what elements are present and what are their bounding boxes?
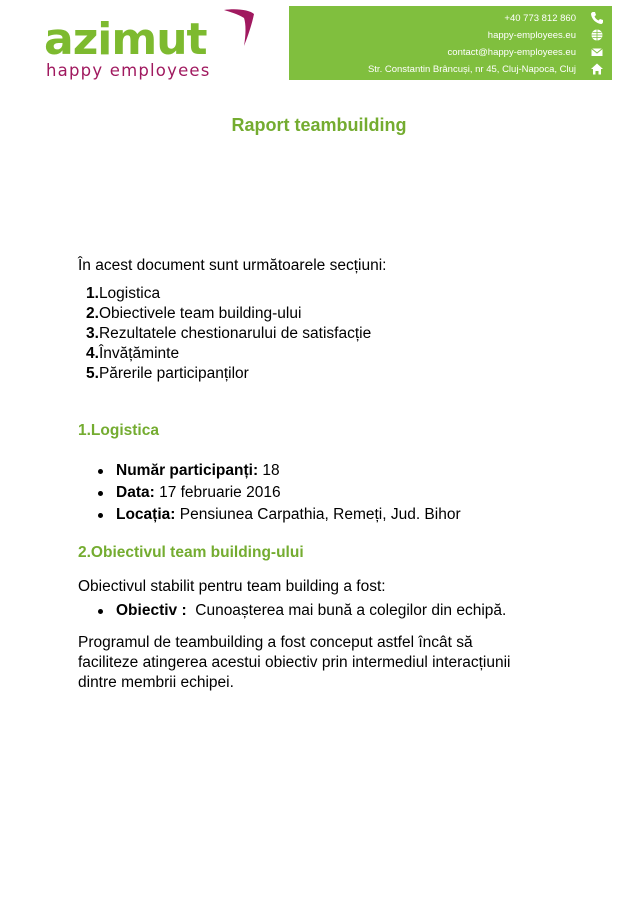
logo-swoosh-icon [222, 6, 256, 48]
paragraph-line: dintre membrii echipei. [78, 674, 234, 691]
list-item [98, 460, 461, 482]
toc-number: 5. [86, 365, 99, 382]
section-2-intro: Obiectivul stabilit pentru team building a fost: [78, 578, 386, 595]
toc-label: Învățăminte [98, 345, 180, 362]
contact-address-row [368, 61, 604, 77]
toc-label: Părerile participanților [98, 365, 249, 382]
section-2-heading: 2.Obiectivul team building-ului [78, 544, 304, 561]
contact-email[interactable]: contact@happy-employees.eu [447, 46, 576, 58]
contact-email-row [448, 44, 604, 60]
item-label: Număr participanți: [116, 462, 259, 479]
document-title: Raport teambuilding [231, 115, 407, 135]
toc-item [86, 324, 371, 344]
paragraph-line: faciliteze atingerea acestui obiectiv prin intermediul interacțiunii [78, 654, 511, 671]
toc-label: Obiectivele team building-ului [98, 305, 302, 322]
section-1-heading: 1.Logistica [78, 422, 159, 439]
contact-phone-row [504, 10, 604, 26]
logistics-list [98, 460, 461, 526]
toc-item [86, 284, 371, 304]
globe-icon [590, 28, 604, 42]
contact-website[interactable]: happy-employees.eu [487, 29, 576, 41]
toc-number: 3. [86, 325, 99, 342]
list-item [98, 504, 461, 526]
toc-label: Rezultatele chestionarului de satisfacție [98, 325, 372, 342]
toc-item [86, 364, 371, 384]
item-value: Pensiunea Carpathia, Remeți, Jud. Bihor [175, 506, 461, 523]
list-item [98, 482, 461, 504]
intro-text: În acest document sunt următoarele secțiuni: [78, 257, 387, 274]
objective-value: Cunoașterea mai bună a colegilor din echipă. [186, 602, 507, 619]
toc-item [86, 304, 371, 324]
objective-list [98, 600, 506, 622]
home-icon [590, 62, 604, 76]
toc-label: Logistica [98, 285, 161, 302]
mail-icon [590, 45, 604, 59]
toc-number: 2. [86, 305, 99, 322]
item-label: Data: [116, 484, 155, 501]
toc-item [86, 344, 371, 364]
table-of-contents [86, 284, 371, 384]
contact-address: Str. Constantin Brâncuși, nr 45, Cluj-Napoca, Cluj [367, 63, 576, 75]
objective-label: Obiectiv : [116, 602, 187, 619]
item-label: Locația: [116, 506, 176, 523]
paragraph-line: Programul de teambuilding a fost conceput astfel încât să [78, 634, 473, 651]
item-value: 18 [258, 462, 280, 479]
toc-number: 1. [86, 285, 99, 302]
list-item [98, 600, 506, 622]
toc-number: 4. [86, 345, 99, 362]
section-2-paragraph [78, 633, 578, 693]
contact-phone: +40 773 812 860 [504, 12, 576, 24]
company-logo [44, 6, 254, 84]
item-value: 17 februarie 2016 [154, 484, 281, 501]
contact-website-row [488, 27, 604, 43]
contact-banner [289, 6, 612, 80]
logo-wordmark: azimut [44, 14, 207, 65]
phone-icon [590, 11, 604, 25]
logo-tagline: happy employees [46, 61, 211, 80]
